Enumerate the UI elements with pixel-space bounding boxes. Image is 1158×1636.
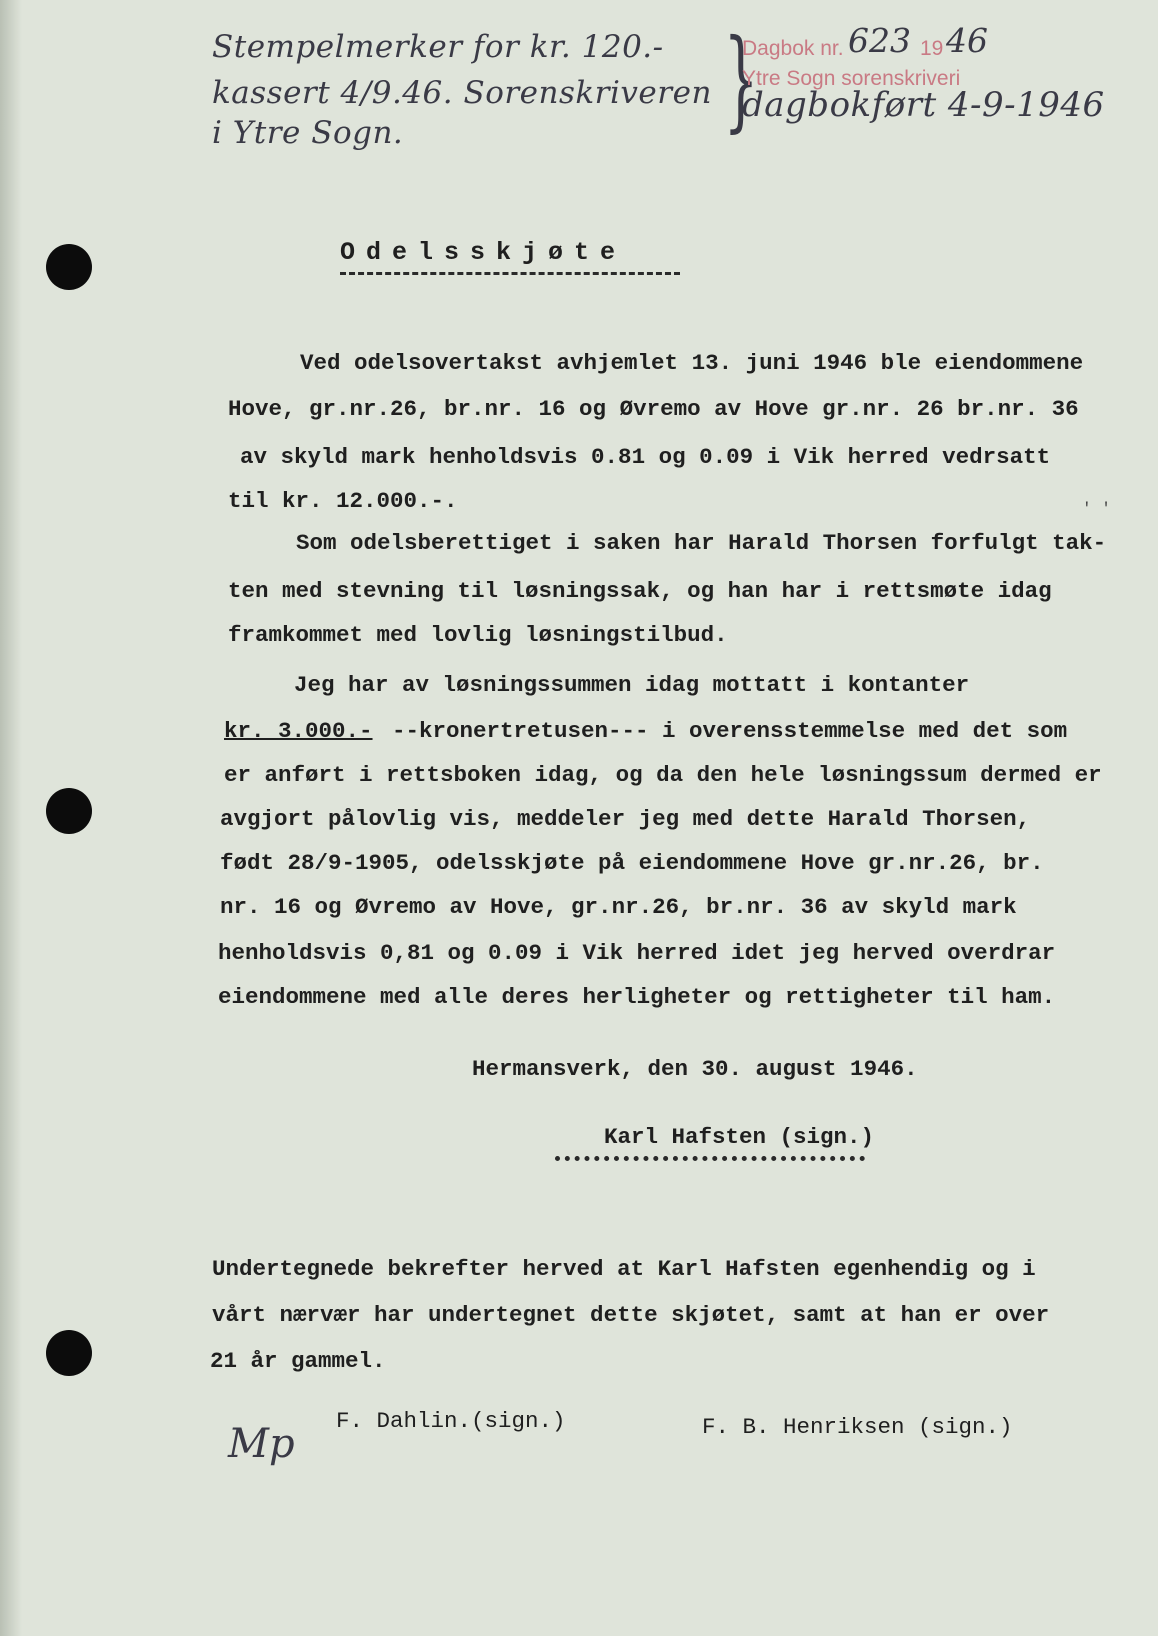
- body-line: henholdsvis 0,81 og 0.09 i Vik herred idet jeg herved overdrar: [218, 940, 1056, 966]
- body-line: av skyld mark henholdsvis 0.81 og 0.09 i Vik herred vedrsatt: [240, 444, 1051, 470]
- stamp-label: Dagbok nr.: [742, 37, 844, 60]
- body-line: født 28/9-1905, odelsskjøte på eiendommene Hove gr.nr.26, br.: [220, 850, 1044, 876]
- document-title: Odelsskjøte: [340, 238, 627, 267]
- witness-signature-2: F. B. Henriksen (sign.): [702, 1414, 1013, 1440]
- signature-dotted-line: [555, 1156, 865, 1161]
- body-line: er anført i rettsboken idag, og da den hele løsningssum dermed er: [224, 762, 1102, 788]
- margin-note-line-3: i Ytre Sogn.: [212, 115, 404, 151]
- punch-hole-bottom: [46, 1330, 92, 1376]
- amount-underlined: kr. 3.000.-: [224, 718, 373, 744]
- body-line: Ved odelsovertakst avhjemlet 13. juni 1946 ble eiendommene: [300, 350, 1084, 376]
- place-date: Hermansverk, den 30. august 1946.: [472, 1056, 918, 1082]
- stamp-entry: dagbokført 4-9-1946: [742, 85, 1105, 125]
- body-line: Som odelsberettiget i saken har Harald Thorsen forfulgt tak-: [296, 530, 1107, 556]
- punch-hole-middle: [46, 788, 92, 834]
- body-line: til kr. 12.000.-.: [228, 488, 458, 514]
- witness-line: 21 år gammel.: [210, 1348, 386, 1374]
- punch-hole-top: [46, 244, 92, 290]
- body-line: avgjort pålovlig vis, meddeler jeg med dette Harald Thorsen,: [220, 806, 1031, 832]
- stamp-office: Ytre Sogn sorenskriveri: [742, 67, 961, 90]
- body-line: eiendommene med alle deres herligheter og rettigheter til ham.: [218, 984, 1056, 1010]
- signatory: Karl Hafsten (sign.): [604, 1124, 875, 1150]
- witness-signature-1: F. Dahlin.(sign.): [336, 1408, 566, 1434]
- handwritten-initials: Mp: [228, 1421, 295, 1467]
- margin-note-line-2: kassert 4/9.46. Sorenskriveren: [212, 75, 712, 111]
- body-line: Jeg har av løsningssummen idag mottatt i kontanter: [294, 672, 970, 698]
- body-line: Hove, gr.nr.26, br.nr. 16 og Øvremo av Hove gr.nr. 26 br.nr. 36: [228, 396, 1079, 422]
- body-line: framkommet med lovlig løsningstilbud.: [228, 622, 728, 648]
- witness-line: Undertegnede bekrefter herved at Karl Hafsten egenhendig og i: [212, 1256, 1036, 1282]
- stamp-year-suffix: 46: [946, 21, 988, 60]
- body-line: ten med stevning til løsningssak, og han har i rettsmøte idag: [228, 578, 1052, 604]
- stamp-number: 623: [848, 21, 911, 60]
- margin-tick-mark: ' ': [1082, 500, 1111, 518]
- page-edge-shadow: [0, 0, 22, 1636]
- margin-note-line-1: Stempelmerker for kr. 120.-: [212, 29, 664, 65]
- title-underline: [340, 272, 680, 275]
- body-line: --kronertretusen--- i overensstemmelse med det som: [392, 718, 1068, 744]
- witness-line: vårt nærvær har undertegnet dette skjøtet, samt at han er over: [212, 1302, 1050, 1328]
- stamp-year-prefix: 19: [920, 37, 944, 60]
- brace-mark: }: [723, 15, 759, 143]
- body-line: nr. 16 og Øvremo av Hove, gr.nr.26, br.nr. 36 av skyld mark: [220, 894, 1017, 920]
